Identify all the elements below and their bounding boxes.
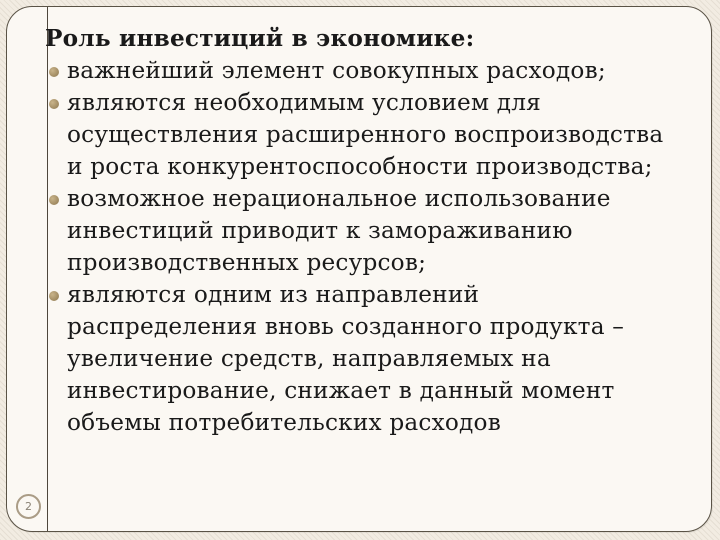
bullet-item [45, 183, 705, 279]
bullet-line: инвестирование, снижает в данный момент [67, 377, 615, 404]
bullet-line: важнейший элемент совокупных расходов; [67, 57, 606, 84]
bullet-item [45, 87, 705, 183]
bullet-line: являются одним из направлений [67, 281, 480, 308]
bullet-line: инвестиций приводит к замораживанию [67, 217, 573, 244]
bullet-line: и роста конкурентоспособности производства; [67, 153, 653, 180]
bullet-dot-icon [49, 67, 59, 77]
bullet-list [45, 55, 705, 439]
bullet-dot-icon [49, 195, 59, 205]
bullet-line: возможное нерациональное использование [67, 185, 611, 212]
bullet-dot-icon [49, 99, 59, 109]
bullet-line: распределения вновь созданного продукта – [67, 313, 625, 340]
bullet-line: объемы потребительских расходов [67, 409, 501, 436]
bullet-item [45, 55, 705, 87]
bullet-line: производственных ресурсов; [67, 249, 427, 276]
slide-content [45, 23, 705, 439]
bullet-line: осуществления расширенного воспроизводства [67, 121, 664, 148]
bullet-line: являются необходимым условием для [67, 89, 541, 116]
page-number-badge [16, 494, 41, 519]
page-number: 2 [25, 500, 32, 513]
bullet-line: увеличение средств, направляемых на [67, 345, 551, 372]
bullet-item [45, 279, 705, 439]
bullet-dot-icon [49, 291, 59, 301]
slide-title: Роль инвестиций в экономике: [45, 25, 475, 52]
